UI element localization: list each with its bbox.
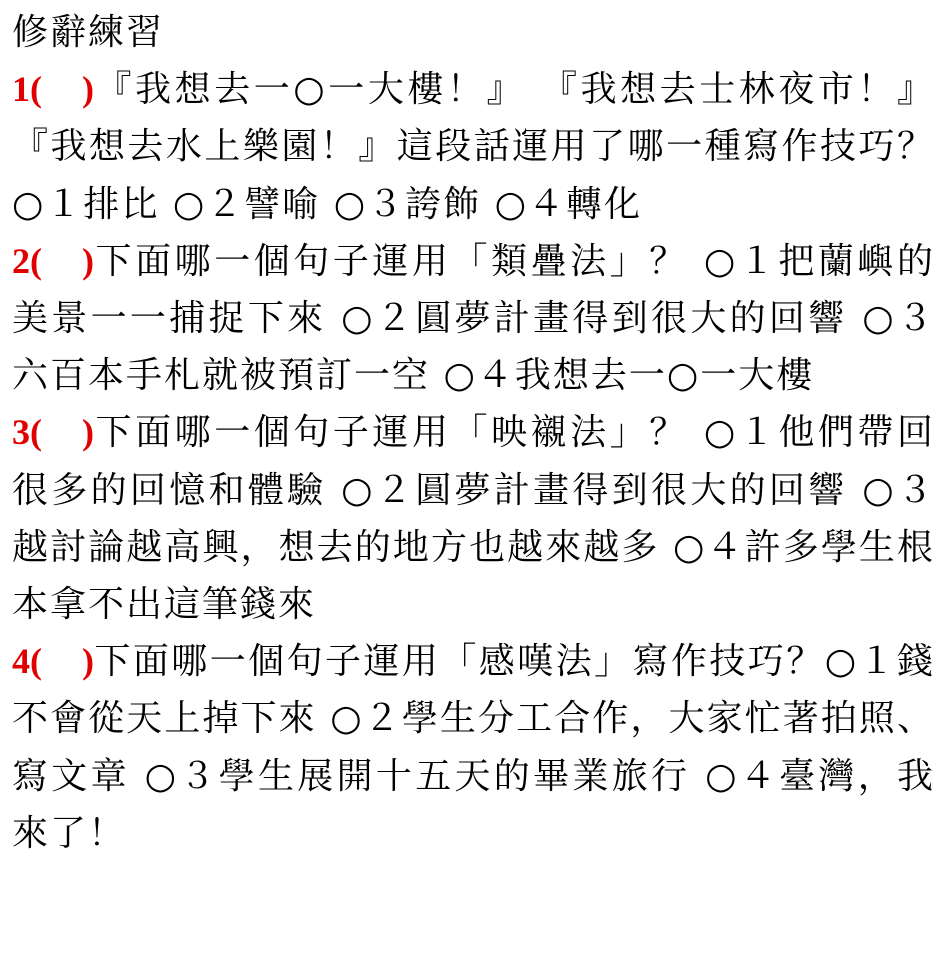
question-text: 下面哪一個句子運用「感嘆法」寫作技巧？○１錢不會從天上掉下來 ○２學生分工合作，大家忙著拍照、寫文章 ○３學生展開十五天的畢業旅行 ○４臺灣，我來了！ (12, 641, 935, 854)
question-number: 1( ) (12, 69, 94, 110)
question-text: 下面哪一個句子運用「類疊法」？ ○１把蘭嶼的美景一一捕捉下來 ○２圓夢計畫得到很大的回響 ○３六百本手札就被預訂一空 ○４我想去一○一大樓 (12, 240, 935, 397)
question-text: 下面哪一個句子運用「映襯法」？ ○１他們帶回很多的回憶和體驗 ○２圓夢計畫得到很大的回響 ○３越討論越高興，想去的地方也越來越多 ○４許多學生根本拿不出這筆錢來 (12, 412, 935, 626)
worksheet-title: 修辭練習 (12, 12, 165, 53)
question-1 (12, 61, 935, 233)
question-4 (12, 633, 935, 862)
question-number: 3( ) (12, 412, 94, 453)
question-text: 『我想去一○一大樓！』 『我想去士林夜市！』『我想去水上樂園！』這段話運用了哪一種寫作技巧？ ○１排比 ○２譬喻 ○３誇飾 ○４轉化 (12, 69, 935, 225)
question-number: 2( ) (12, 240, 94, 281)
question-number: 4( ) (12, 641, 94, 682)
question-2 (12, 233, 935, 405)
question-3 (12, 404, 935, 633)
